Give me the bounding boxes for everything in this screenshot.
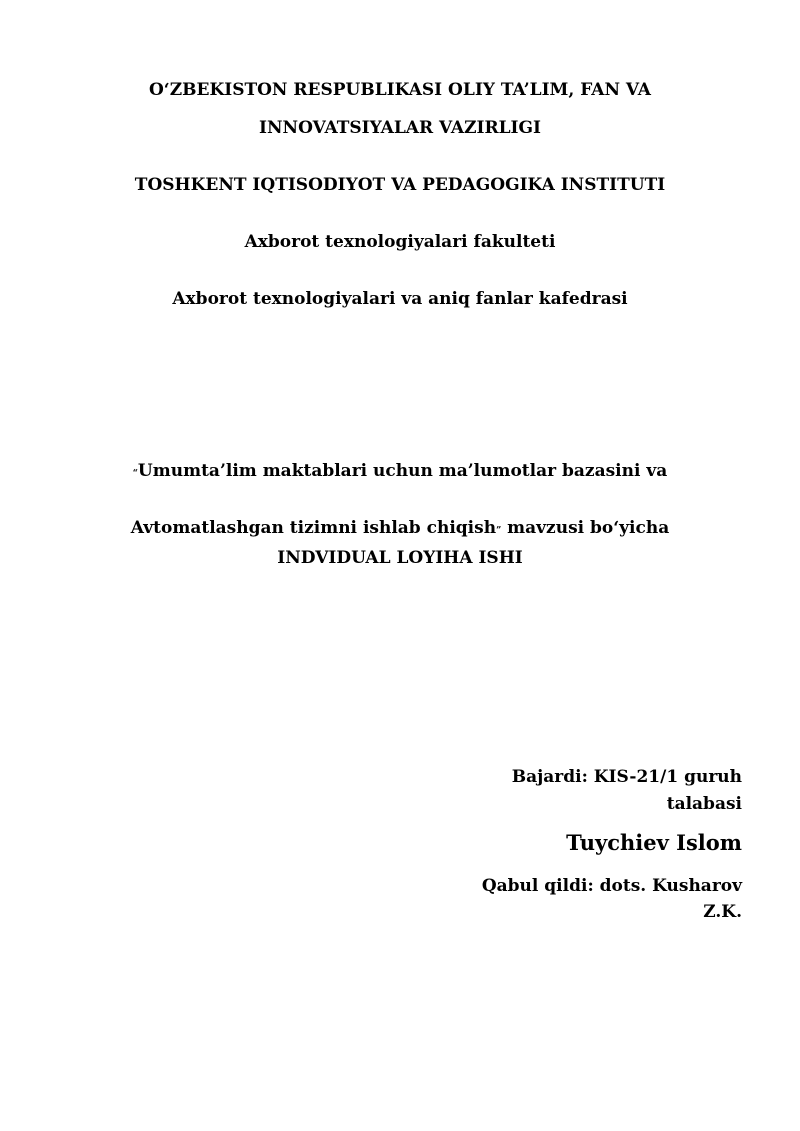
topic-line-1: [0, 460, 800, 485]
institute-name: TOSHKENT IQTISODIYOT VA PEDAGOGIKA INSTITUTI: [134, 175, 666, 195]
faculty-name: Axborot texnologiyalari fakulteti: [244, 232, 556, 252]
accepted-by-line-2: Z.K.: [703, 902, 742, 922]
ministry-line-2: INNOVATSIYALAR VAZIRLIGI: [259, 118, 541, 138]
work-type: INDVIDUAL LOYIHA ISHI: [277, 548, 523, 568]
topic-line-2: [0, 517, 800, 542]
topic-open-quote: “: [132, 469, 138, 479]
topic-line-2-suffix: mavzusi bo‘yicha: [501, 518, 670, 538]
accepted-by-line-1: Qabul qildi: dots. Kusharov: [481, 876, 742, 896]
topic-close-quote: ”: [496, 526, 502, 536]
ministry-line-1: O‘ZBEKISTON RESPUBLIKASI OLIY TA’LIM, FAN VA: [149, 80, 651, 100]
topic-line-2-text: Avtomatlashgan tizimni ishlab chiqish: [130, 518, 497, 538]
student-name: Tuychiev Islom: [566, 830, 742, 855]
performed-by-line-1: Bajardi: KIS-21/1 guruh: [511, 767, 742, 787]
topic-line-1-text: Umumta’lim maktablari uchun ma’lumotlar bazasini va: [137, 461, 668, 481]
performed-by-line-2: talabasi: [666, 794, 742, 814]
department-name: Axborot texnologiyalari va aniq fanlar kafedrasi: [172, 289, 628, 309]
